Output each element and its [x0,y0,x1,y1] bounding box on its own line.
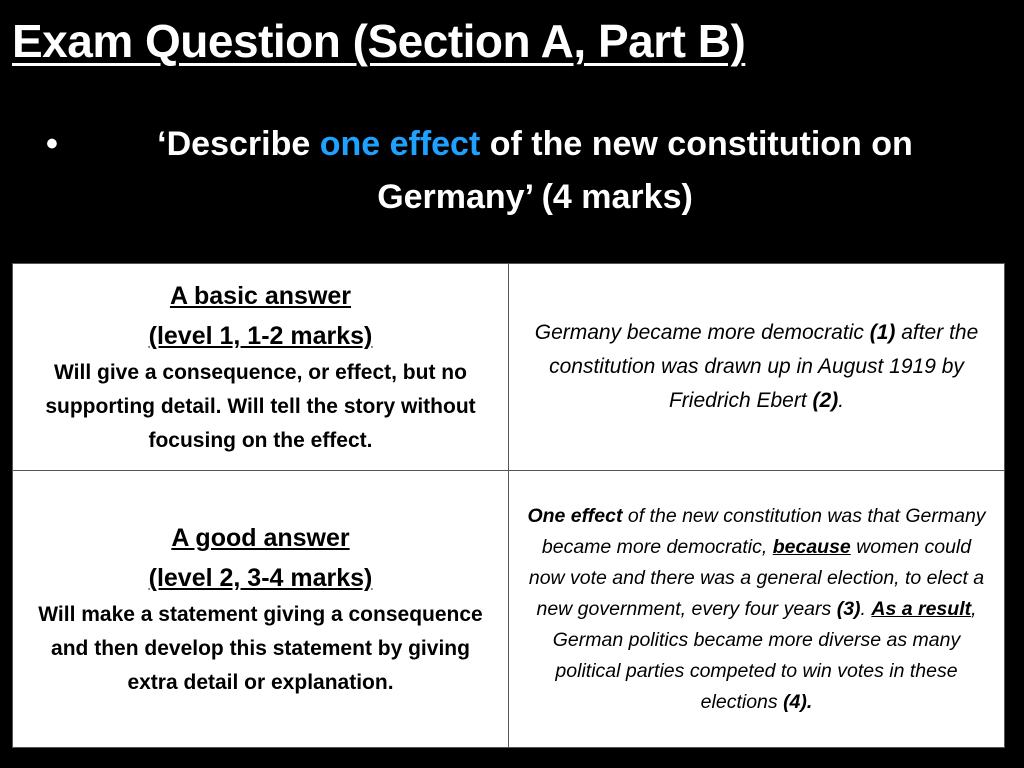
level-2-title: A good answer [171,524,350,552]
mark-scheme-table [12,263,1005,748]
level-2-example-text-2: women could now vote and there was a general election, to elect a new government, every four years [528,535,985,620]
level-1-description: Will give a consequence, or effect, but no supporting detail. Will tell the story without focusing on the effect. [45,361,476,452]
level-2-criteria-cell [13,471,509,748]
level-2-example-text-4: , German politics became more diverse as many political parties competed to win votes in these elections [552,597,977,713]
level-2-example-text-1: of the new constitution was that Germany became more democratic, [541,504,986,558]
level-1-criteria-cell [13,264,509,471]
level-2-description: Will make a statement giving a consequence and then develop this statement by giving extra detail or explanation. [38,603,483,694]
question-highlight: one effect [319,125,481,163]
level-2-connective-because: because [772,535,851,558]
level-1-example-text-1: Germany became more democratic [534,321,870,344]
level-1-mark-2: (2) [812,389,839,412]
level-1-example [525,316,988,418]
level-2-example-text-3: . [860,597,872,620]
level-2-marks: (level 2, 3-4 marks) [148,564,373,592]
question-part-2: of the new constitution on Germany’ (4 marks) [377,125,913,216]
level-1-marks: (level 1, 1-2 marks) [148,322,373,350]
level-2-example-cell [509,471,1005,748]
level-2-mark-4: (4). [783,690,813,713]
level-1-example-cell [509,264,1005,471]
level-1-example-text-2: after the constitution was drawn up in August 1919 by Friedrich Ebert [549,321,979,412]
level-2-mark-3: (3) [836,597,861,620]
level-2-example [525,501,988,718]
level-1-row [13,264,1005,471]
question-part-1: ‘Describe [157,125,320,163]
level-2-example-lead: One effect [527,504,623,527]
level-2-connective-result: As a result [871,597,972,620]
bullet-marker: • [46,125,58,163]
level-1-example-text-3: . [838,389,845,412]
slide-title: Exam Question (Section A, Part B) [12,15,746,67]
level-1-title: A basic answer [169,282,352,310]
level-2-row [13,471,1005,748]
level-1-mark-1: (1) [869,321,896,344]
question-text [80,118,990,224]
question-bullet [40,118,990,224]
